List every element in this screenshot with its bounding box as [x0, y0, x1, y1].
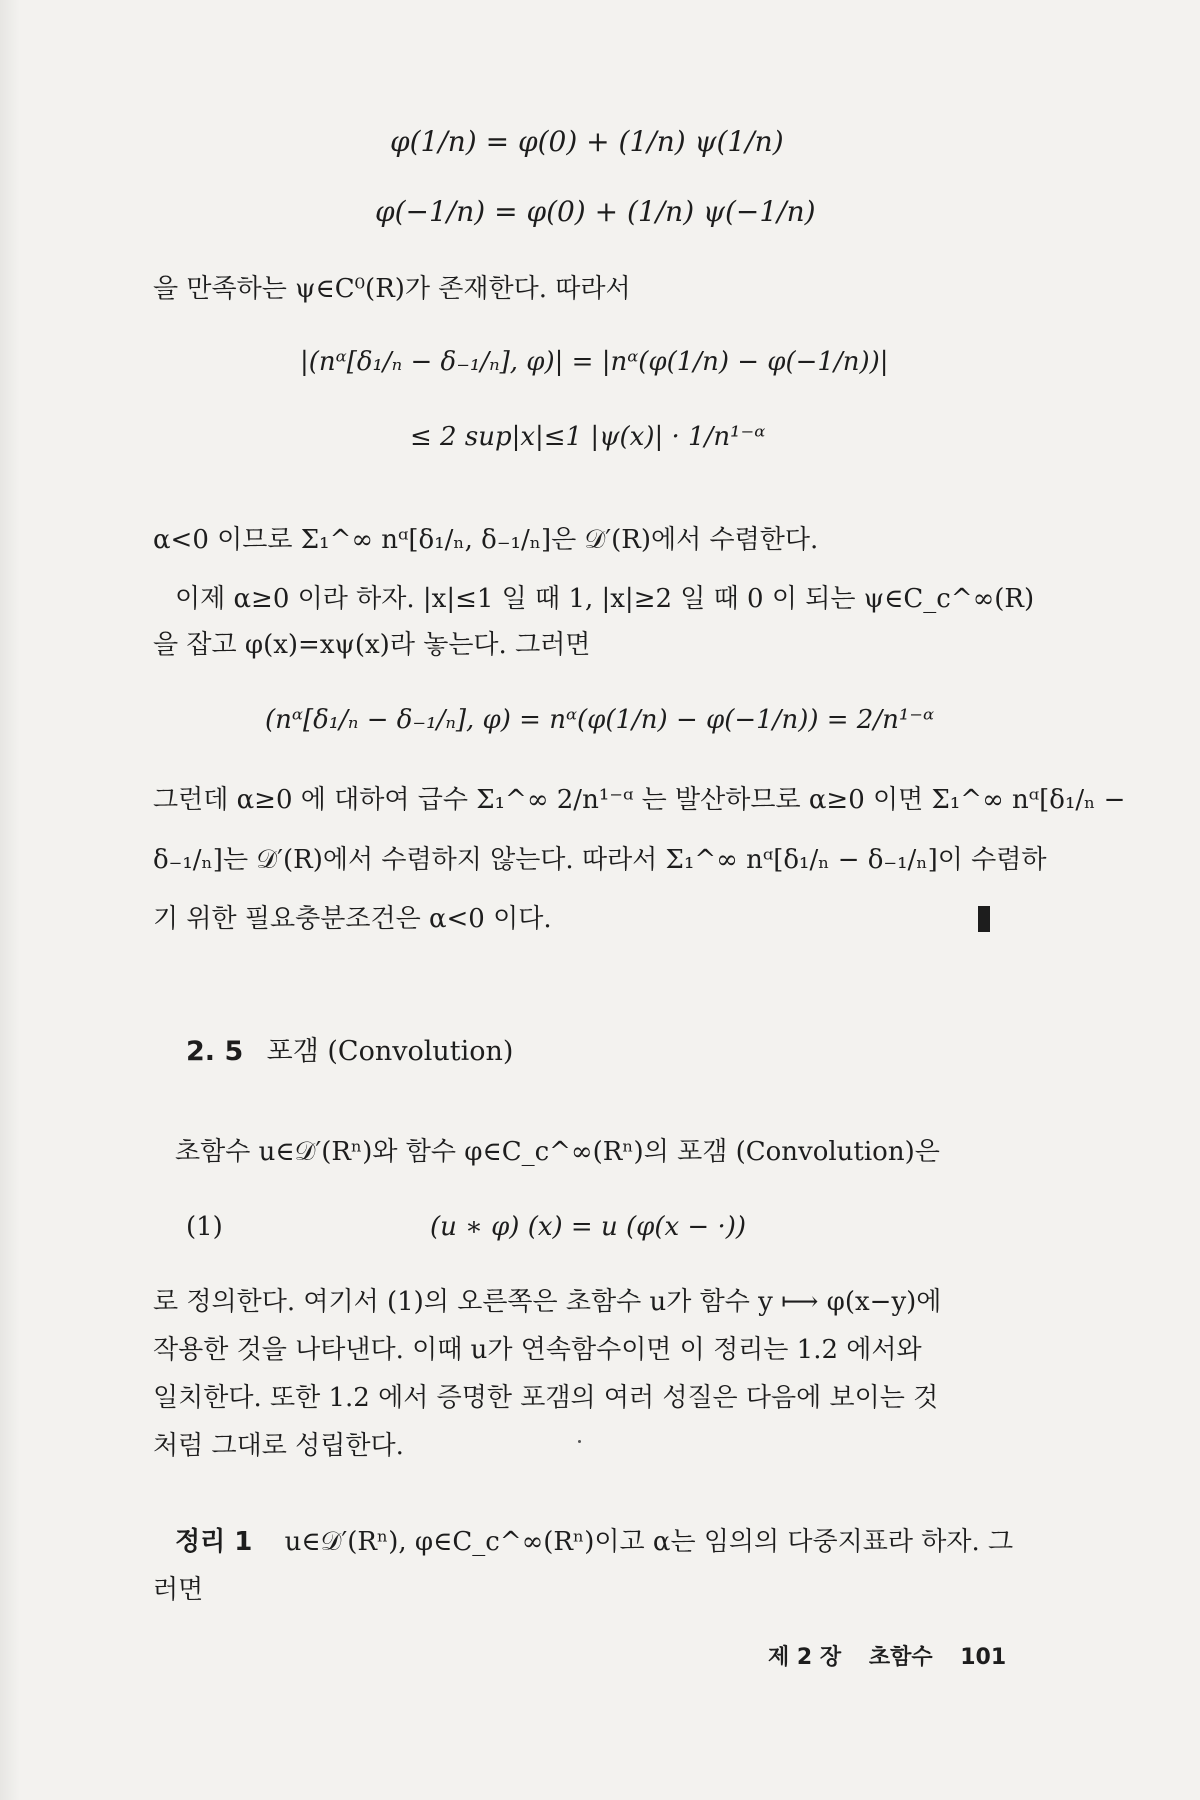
equation-line: ≤ 2 sup|x|≤1 |ψ(x)| · 1/n¹⁻ᵅ	[410, 422, 766, 452]
footer-chapter: 제 2 장	[768, 1645, 842, 1670]
body-text-line: 일치한다. 또한 1.2 에서 증명한 포갬의 여러 성질은 다음에 보이는 것	[153, 1383, 939, 1413]
equation-line: (u ∗ φ) (x) = u (φ(x − ·))	[430, 1212, 746, 1242]
theorem-label: 정리 1	[175, 1527, 253, 1557]
body-text-line: 러면	[153, 1575, 204, 1605]
body-text-line: 을 잡고 φ(x)=xψ(x)라 놓는다. 그러면	[153, 630, 591, 660]
body-text-line: α<0 이므로 Σ₁^∞ nᵅ[δ₁/ₙ, δ₋₁/ₙ]은 𝒟′(R)에서 수렴한다.	[153, 525, 819, 555]
page-edge-shadow	[0, 0, 20, 1800]
body-text-line: 처럼 그대로 성립한다.	[153, 1431, 404, 1461]
equation-line: |(nᵅ[δ₁/ₙ − δ₋₁/ₙ], φ)| = |nᵅ(φ(1/n) − φ(−1/n))|	[300, 347, 889, 377]
body-text-line: 을 만족하는 ψ∈C⁰(R)가 존재한다. 따라서	[153, 274, 631, 304]
equation-number: (1)	[186, 1212, 223, 1242]
qed-mark	[978, 906, 990, 932]
section-heading	[186, 1035, 513, 1069]
equation-line: φ(1/n) = φ(0) + (1/n) ψ(1/n)	[390, 125, 784, 158]
page-number: 101	[960, 1645, 1007, 1670]
body-text-line: 작용한 것을 나타낸다. 이때 u가 연속함수이면 이 정리는 1.2 에서와	[153, 1335, 922, 1365]
section-title: 포갬 (Convolution)	[266, 1036, 514, 1067]
running-footer	[768, 1640, 1006, 1671]
body-text-line: 로 정의한다. 여기서 (1)의 오른쪽은 초함수 u가 함수 y ⟼ φ(x−y)에	[153, 1287, 942, 1317]
section-number: 2. 5	[186, 1036, 244, 1067]
body-text-line: δ₋₁/ₙ]는 𝒟′(R)에서 수렴하지 않는다. 따라서 Σ₁^∞ nᵅ[δ₁/ₙ − δ₋₁/ₙ]이 수렴하	[153, 845, 1047, 875]
theorem-line	[175, 1525, 1013, 1559]
footer-chapter-title: 초함수	[868, 1645, 933, 1670]
body-text-line: 이제 α≥0 이라 하자. |x|≤1 일 때 1, |x|≥2 일 때 0 이 되는 ψ∈C_c^∞(R)	[175, 584, 1035, 614]
body-text-line: 초함수 u∈𝒟′(Rⁿ)와 함수 φ∈C_c^∞(Rⁿ)의 포갬 (Convolution)은	[175, 1137, 940, 1167]
print-speck	[578, 1440, 581, 1443]
equation-line: φ(−1/n) = φ(0) + (1/n) ψ(−1/n)	[375, 195, 816, 228]
body-text-line: 기 위한 필요충분조건은 α<0 이다.	[153, 904, 552, 934]
theorem-text: u∈𝒟′(Rⁿ), φ∈C_c^∞(Rⁿ)이고 α는 임의의 다중지표라 하자. 그	[284, 1527, 1014, 1557]
equation-line: (nᵅ[δ₁/ₙ − δ₋₁/ₙ], φ) = nᵅ(φ(1/n) − φ(−1/n)) = 2/n¹⁻ᵅ	[265, 705, 935, 735]
body-text-line: 그런데 α≥0 에 대하여 급수 Σ₁^∞ 2/n¹⁻ᵅ 는 발산하므로 α≥0 이면 Σ₁^∞ nᵅ[δ₁/ₙ −	[153, 785, 1126, 815]
